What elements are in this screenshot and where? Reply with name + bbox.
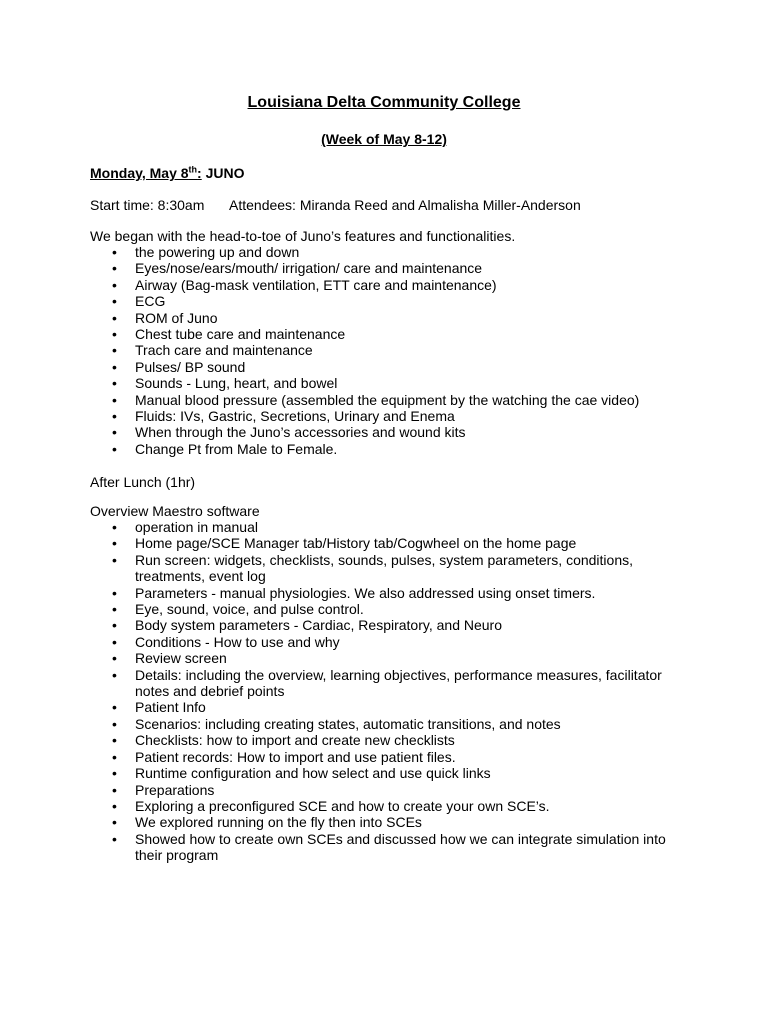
list-item: • Body system parameters - Cardiac, Respiratory, and Neuro bbox=[90, 617, 690, 633]
day-heading-date: Monday, May 8th: bbox=[90, 164, 202, 181]
list-item: • Airway (Bag-mask ventilation, ETT care and maintenance) bbox=[90, 277, 690, 293]
attendees: Attendees: Miranda Reed and Almalisha Miller-Anderson bbox=[229, 197, 581, 213]
list-item: • Run screen: widgets, checklists, sounds, pulses, system parameters, conditions, treatments, event log bbox=[90, 552, 690, 585]
intro-paragraph: We began with the head-to-toe of Juno’s features and functionalities. bbox=[90, 228, 516, 244]
week-subtitle: (Week of May 8-12) bbox=[321, 131, 447, 147]
list-item: • Eyes/nose/ears/mouth/ irrigation/ care and maintenance bbox=[90, 260, 690, 276]
list-item: • Checklists: how to import and create new checklists bbox=[90, 732, 690, 748]
day-heading-suffix: th bbox=[188, 164, 198, 175]
afternoon-topics-list bbox=[90, 519, 690, 864]
list-item: • Fluids: IVs, Gastric, Secretions, Urinary and Enema bbox=[90, 408, 690, 424]
list-item: • the powering up and down bbox=[90, 244, 690, 260]
list-item: • We explored running on the fly then into SCEs bbox=[90, 814, 690, 830]
list-item: • Exploring a preconfigured SCE and how to create your own SCE’s. bbox=[90, 798, 690, 814]
list-item: • Manual blood pressure (assembled the equipment by the watching the cae video) bbox=[90, 392, 690, 408]
day-heading-topic: JUNO bbox=[201, 165, 245, 181]
list-item: • Parameters - manual physiologies. We also addressed using onset timers. bbox=[90, 585, 690, 601]
list-item: • Scenarios: including creating states, automatic transitions, and notes bbox=[90, 716, 690, 732]
start-time-row bbox=[90, 197, 581, 213]
list-item: • Change Pt from Male to Female. bbox=[90, 441, 690, 457]
list-item: • Review screen bbox=[90, 650, 690, 666]
list-item: • Sounds - Lung, heart, and bowel bbox=[90, 375, 690, 391]
list-item: • Conditions - How to use and why bbox=[90, 634, 690, 650]
list-item: • Details: including the overview, learning objectives, performance measures, facilitator notes and debrief points bbox=[90, 667, 690, 700]
list-item: • When through the Juno’s accessories and wound kits bbox=[90, 424, 690, 440]
overview-label: Overview Maestro software bbox=[90, 503, 260, 519]
list-item: • Showed how to create own SCEs and discussed how we can integrate simulation into their program bbox=[90, 831, 690, 864]
after-lunch-label: After Lunch (1hr) bbox=[90, 474, 196, 490]
list-item: • Chest tube care and maintenance bbox=[90, 326, 690, 342]
page-title: Louisiana Delta Community College bbox=[247, 94, 521, 111]
list-item: • ECG bbox=[90, 293, 690, 309]
list-item: • ROM of Juno bbox=[90, 310, 690, 326]
list-item: • Runtime configuration and how select and use quick links bbox=[90, 765, 690, 781]
list-item: • Patient Info bbox=[90, 699, 690, 715]
start-time: Start time: 8:30am bbox=[90, 197, 205, 213]
morning-topics-list bbox=[90, 244, 690, 457]
list-item: • Eye, sound, voice, and pulse control. bbox=[90, 601, 690, 617]
day-heading bbox=[90, 163, 245, 183]
list-item: • Trach care and maintenance bbox=[90, 342, 690, 358]
list-item: • Home page/SCE Manager tab/History tab/Cogwheel on the home page bbox=[90, 535, 690, 551]
list-item: • Preparations bbox=[90, 782, 690, 798]
list-item: • Pulses/ BP sound bbox=[90, 359, 690, 375]
list-item: • operation in manual bbox=[90, 519, 690, 535]
list-item: • Patient records: How to import and use patient files. bbox=[90, 749, 690, 765]
